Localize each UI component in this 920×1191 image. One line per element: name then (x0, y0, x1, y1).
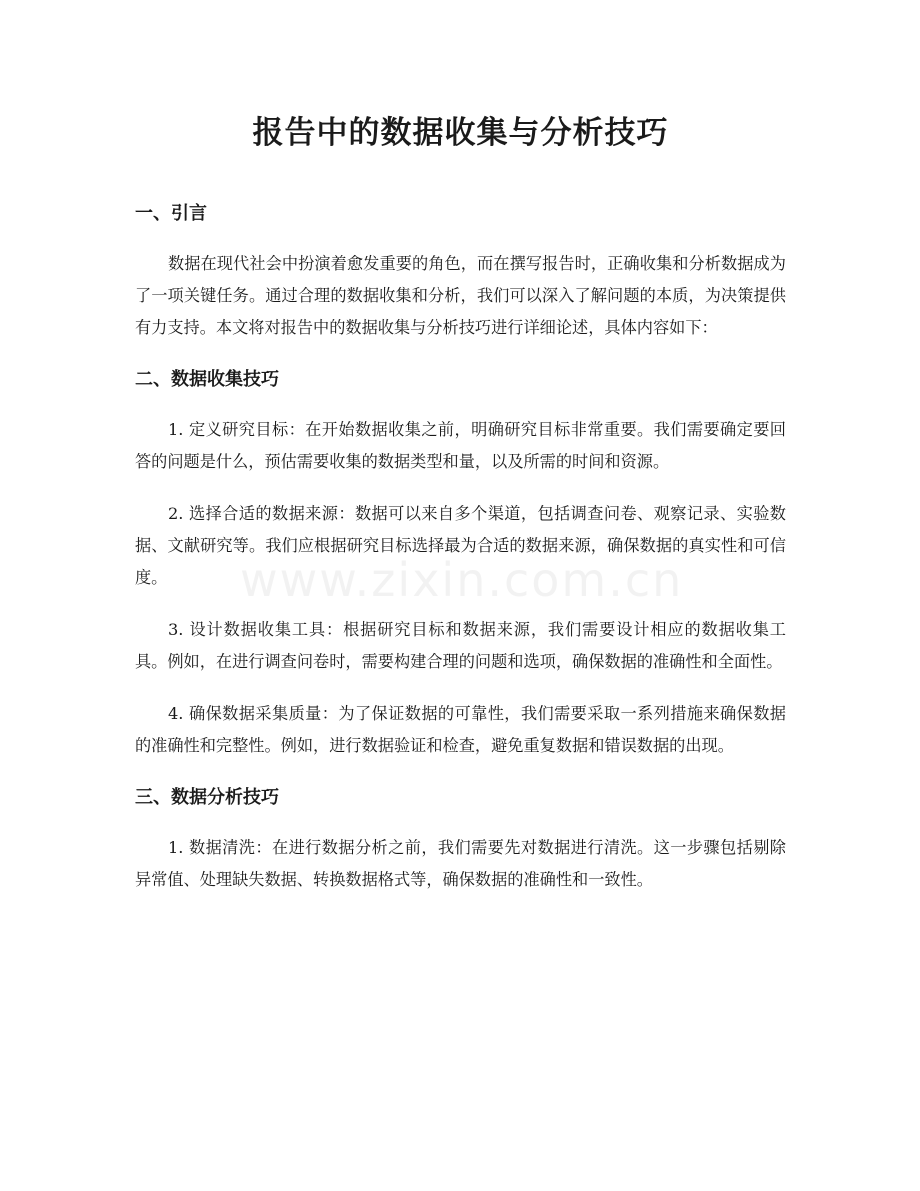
paragraph: 3. 设计数据收集工具：根据研究目标和数据来源，我们需要设计相应的数据收集工具。例如，在进行调查问卷时，需要构建合理的问题和选项，确保数据的准确性和全面性。 (135, 620, 786, 671)
paragraph: 1. 数据清洗：在进行数据分析之前，我们需要先对数据进行清洗。这一步骤包括剔除异常值、处理缺失数据、转换数据格式等，确保数据的准确性和一致性。 (135, 838, 786, 889)
paragraph: 数据在现代社会中扮演着愈发重要的角色，而在撰写报告时，正确收集和分析数据成为了一项关键任务。通过合理的数据收集和分析，我们可以深入了解问题的本质，为决策提供有力支持。本文将对报告中的数据收集与分析技巧进行详细论述，具体内容如下： (135, 254, 786, 337)
document-title: 报告中的数据收集与分析技巧 (252, 115, 669, 151)
section-heading-data-collection: 二、数据收集技巧 (135, 369, 279, 390)
watermark-text: www.zixin.com.cn (240, 553, 684, 607)
section-heading-data-analysis: 三、数据分析技巧 (135, 787, 279, 808)
section-heading-intro: 一、引言 (135, 203, 207, 224)
paragraph: 2. 选择合适的数据来源：数据可以来自多个渠道，包括调查问卷、观察记录、实验数据、文献研究等。我们应根据研究目标选择最为合适的数据来源，确保数据的真实性和可信度。 (135, 504, 786, 587)
paragraph: 4. 确保数据采集质量：为了保证数据的可靠性，我们需要采取一系列措施来确保数据的准确性和完整性。例如，进行数据验证和检查，避免重复数据和错误数据的出现。 (135, 704, 786, 755)
paragraph: 1. 定义研究目标：在开始数据收集之前，明确研究目标非常重要。我们需要确定要回答的问题是什么，预估需要收集的数据类型和量，以及所需的时间和资源。 (135, 420, 786, 471)
